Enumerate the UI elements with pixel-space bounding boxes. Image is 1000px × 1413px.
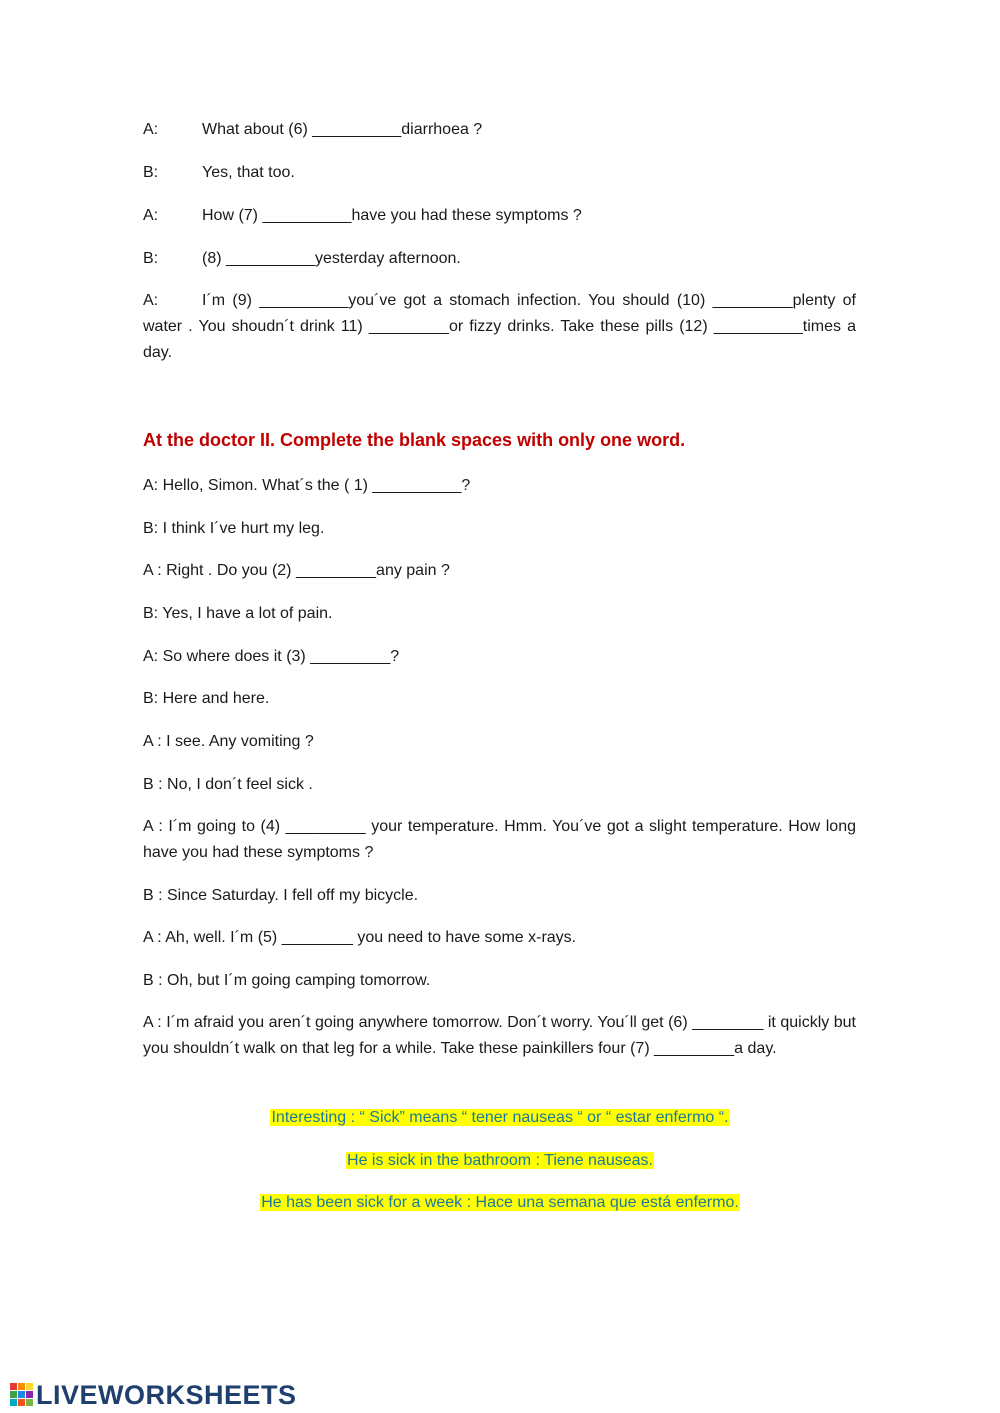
dialogue-paragraph (143, 288, 856, 366)
highlighted-note (0, 1192, 1000, 1214)
dialogue-line: A : Ah, well. I´m (5) ________ you need to have some x-rays. (143, 929, 577, 946)
dialogue-line: B : No, I don´t feel sick . (143, 776, 313, 793)
highlighted-note (0, 1107, 1000, 1129)
note-text: Interesting : “ Sick” means “ tener nauseas “ or “ estar enfermo “. (271, 1109, 729, 1126)
speaker-label: B: (143, 164, 159, 181)
dialogue-text: How (7) __________have you had these symptoms ? (202, 207, 582, 224)
speaker-label: A: (143, 292, 159, 309)
dialogue-line: A : I see. Any vomiting ? (143, 733, 314, 750)
dialogue-text: (8) __________yesterday afternoon. (202, 250, 461, 267)
dialogue-line: B : Oh, but I´m going camping tomorrow. (143, 972, 431, 989)
liveworksheets-logo-icon (10, 1383, 34, 1407)
dialogue-line: B : Since Saturday. I fell off my bicycle. (143, 887, 419, 904)
highlighted-note (0, 1150, 1000, 1172)
dialogue-line (143, 246, 856, 272)
dialogue-line (143, 160, 856, 186)
dialogue-text: What about (6) __________diarrhoea ? (202, 121, 483, 138)
section-heading: At the doctor II. Complete the blank spaces with only one word. (143, 430, 686, 450)
liveworksheets-logo (10, 1380, 297, 1410)
note-text: He is sick in the bathroom : Tiene nauseas. (347, 1152, 653, 1169)
dialogue-line: B: I think I´ve hurt my leg. (143, 520, 325, 537)
dialogue-text: Yes, that too. (202, 164, 295, 181)
dialogue-line: B: Here and here. (143, 690, 270, 707)
speaker-label: A: (143, 207, 159, 224)
dialogue-text: I´m (9) __________you´ve got a stomach infection. You should (10) _________plenty of water . You shoudn´t drink 11) _________or fizzy drinks. Take these pills (12) __________times a day. (143, 292, 856, 361)
dialogue-line: B: Yes, I have a lot of pain. (143, 605, 333, 622)
note-text: He has been sick for a week : Hace una semana que está enfermo. (261, 1194, 739, 1211)
dialogue-paragraph: A : I´m afraid you aren´t going anywhere tomorrow. Don´t worry. You´ll get (6) ________ it quickly but you shouldn´t walk on that leg for a while. Take these painkillers four (7) _________a day. (143, 1014, 856, 1057)
speaker-label: B: (143, 250, 159, 267)
dialogue-line (143, 203, 856, 229)
dialogue-line: A: So where does it (3) _________? (143, 648, 400, 665)
logo-text: LIVEWORKSHEETS (36, 1380, 297, 1410)
dialogue-paragraph: A : I´m going to (4) _________ your temperature. Hmm. You´ve got a slight temperature. How long have you had these symptoms ? (143, 818, 856, 861)
dialogue-line: A: Hello, Simon. What´s the ( 1) __________? (143, 477, 471, 494)
speaker-label: A: (143, 121, 159, 138)
dialogue-line (143, 117, 856, 143)
dialogue-line: A : Right . Do you (2) _________any pain ? (143, 562, 450, 579)
